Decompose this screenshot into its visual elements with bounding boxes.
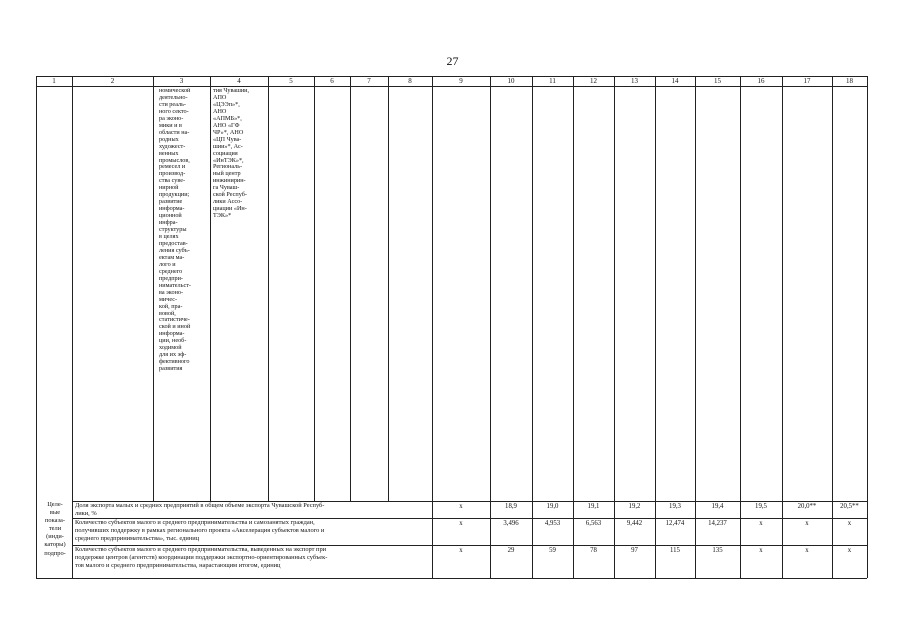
indicator-value: x — [847, 520, 852, 527]
text-line: подпро- — [44, 549, 66, 557]
indicator-value: x — [847, 547, 852, 554]
header-cell: 10 — [507, 77, 515, 85]
text-line: ской Респуб- — [213, 191, 247, 199]
header-cell: 15 — [714, 77, 721, 85]
text-line: Доля экспорта малых и средних предприятий в общем объеме экспорта Чувашской Респуб- — [75, 502, 325, 509]
text-line: лого и — [159, 260, 176, 268]
text-line: деятельно- — [159, 93, 188, 101]
indicator-value: 135 — [712, 547, 723, 554]
text-line: ЧР»*, АНО — [213, 128, 244, 136]
indicator-description — [75, 502, 427, 518]
grid-line — [867, 76, 868, 578]
text-line: родных — [159, 135, 179, 143]
text-line: ремесел и — [159, 163, 186, 171]
text-line: промыслов, — [159, 156, 190, 164]
text-line: тов малого и среднего предпринимательства, нарастающим итогом, единиц — [75, 562, 281, 569]
indicator-value: 19,3 — [669, 503, 681, 510]
header-cell: 9 — [459, 77, 463, 85]
text-line: «АПМБ»*, — [213, 114, 242, 122]
header-cell: 6 — [330, 77, 334, 85]
text-line: каторы) — [44, 541, 66, 549]
text-line: в целях — [159, 233, 179, 241]
header-cell: 2 — [110, 77, 115, 85]
text-line: га Чуваш- — [213, 184, 240, 192]
text-line: предпри- — [159, 274, 183, 282]
text-line: показа- — [45, 517, 65, 525]
text-line: вовой, — [159, 309, 176, 317]
text-line: фективного — [159, 358, 190, 366]
column-4-text — [213, 88, 265, 220]
text-line: продукции; — [159, 191, 190, 199]
indicator-value: 4,953 — [544, 520, 561, 527]
text-line: АНО — [213, 107, 227, 115]
header-cell: 3 — [179, 77, 184, 85]
header-cell: 11 — [549, 77, 556, 85]
indicator-value: 14,237 — [708, 520, 727, 527]
text-line: для их эф- — [159, 351, 187, 359]
indicator-value: 59 — [549, 547, 556, 554]
indicator-value: 97 — [631, 547, 638, 554]
text-line: художест- — [159, 142, 186, 150]
text-line: ектам ма- — [159, 253, 185, 261]
text-line: АПО — [213, 93, 227, 101]
grid-line — [36, 76, 37, 578]
grid-line — [350, 76, 351, 501]
text-line: ТЭК»* — [213, 212, 232, 220]
text-line: среднего предпринимательства», тыс. единиц — [75, 535, 200, 542]
indicator-value: 12,474 — [665, 520, 685, 527]
text-line: ства суве- — [159, 177, 186, 185]
text-line: статистиче- — [159, 316, 190, 324]
indicator-value: 20,0** — [797, 503, 817, 510]
text-line: ва эконо- — [159, 288, 184, 296]
indicator-value: 9,442 — [626, 520, 643, 527]
grid-line — [36, 86, 867, 87]
grid-line — [36, 578, 867, 579]
header-cell: 5 — [289, 77, 293, 85]
header-cell: 18 — [846, 77, 853, 85]
page-number: 27 — [446, 54, 459, 68]
text-line: нирной — [159, 184, 179, 192]
text-line: венных — [159, 149, 179, 157]
header-cell: 7 — [367, 77, 371, 85]
text-line: лики, % — [75, 510, 97, 517]
grid-line — [268, 76, 269, 501]
text-line: предостав- — [159, 239, 188, 247]
text-line: инфра- — [159, 219, 178, 227]
indicator-value: 19,2 — [628, 503, 641, 510]
text-line: ходимой — [159, 344, 182, 352]
header-cell: 8 — [408, 77, 412, 85]
text-line: информа- — [159, 205, 185, 213]
text-line: Региональ- — [213, 163, 243, 171]
text-line: мичес- — [159, 295, 178, 303]
indicator-value: 19,1 — [587, 503, 600, 510]
indicator-value: x — [805, 520, 809, 527]
indicator-value: x — [459, 503, 463, 510]
indicator-value: 78 — [590, 547, 597, 554]
text-line: кой, пра- — [159, 302, 183, 310]
text-line: лики Ассо- — [213, 198, 243, 206]
grid-line — [314, 76, 315, 501]
text-line: циации «Ин- — [213, 205, 247, 213]
text-line: АНО «ГФ — [213, 121, 240, 129]
text-line: вые — [49, 509, 61, 517]
section-label — [38, 501, 72, 558]
text-line: номической — [159, 88, 191, 94]
text-line: (инди- — [46, 533, 64, 541]
text-line: производ- — [159, 170, 186, 178]
text-line: получивших поддержку в рамках регионального проекта «Акселерация субъектов малого и — [75, 527, 325, 534]
indicator-value: 29 — [507, 547, 515, 554]
indicator-value: 19,5 — [755, 503, 767, 510]
text-line: тели — [48, 525, 62, 533]
indicator-value: 18,9 — [505, 503, 517, 510]
indicator-description — [75, 546, 427, 570]
header-cell: 1 — [52, 77, 56, 85]
header-cell: 16 — [757, 77, 765, 85]
indicator-value: x — [459, 520, 463, 527]
text-line: «ЦЭЭп»*, — [213, 100, 240, 108]
text-line: шии»*, Ас- — [213, 142, 243, 150]
header-cell: 4 — [237, 77, 241, 85]
header-cell: 17 — [803, 77, 811, 85]
text-line: развитие — [159, 198, 183, 206]
header-cell: 13 — [631, 77, 638, 85]
text-line: тия Чувашии, — [213, 88, 250, 94]
text-line: Целе- — [47, 501, 63, 508]
text-line: ционной — [159, 212, 182, 220]
text-line: нимательст- — [159, 281, 191, 289]
text-line: сти реаль- — [159, 100, 186, 108]
text-line: ской и иной — [159, 323, 191, 331]
header-cell: 14 — [671, 77, 679, 85]
text-line: ра эконо- — [159, 114, 184, 122]
text-line: области на- — [159, 128, 190, 136]
text-line: «ИнТЭК»*, — [213, 156, 244, 164]
text-line: среднего — [159, 267, 183, 275]
indicator-value: 19,0 — [546, 503, 559, 510]
indicator-value: 20,5** — [840, 503, 859, 510]
grid-line — [72, 76, 73, 578]
indicator-value: 3,496 — [503, 520, 519, 527]
indicator-value: 6,563 — [585, 520, 602, 527]
text-line: ного секто- — [159, 107, 189, 115]
text-line: ления субъ- — [159, 246, 190, 254]
indicator-value: x — [805, 547, 809, 554]
text-line: ции, необ- — [159, 337, 187, 345]
text-line: структуры — [159, 226, 187, 234]
text-line: инжинирин- — [213, 177, 246, 185]
indicator-value: 115 — [670, 547, 680, 554]
grid-line — [210, 76, 211, 501]
indicator-description — [75, 519, 427, 543]
indicator-value: x — [459, 547, 463, 554]
indicator-value: x — [759, 520, 763, 527]
text-line: информа- — [159, 330, 185, 338]
text-line: мики и в — [159, 121, 182, 129]
grid-line — [153, 76, 154, 501]
indicator-value: 19,4 — [711, 503, 724, 510]
grid-line — [388, 76, 389, 501]
text-line: социация — [213, 149, 238, 157]
header-cell: 12 — [590, 77, 597, 85]
text-line: поддержке центров (агентств) координации поддержки экспортно-ориентированных субъек- — [75, 554, 328, 561]
text-line: Количество субъектов малого и среднего предпринимательства, выведенных на экспорт при — [75, 546, 327, 553]
text-line: «ЦП Чува- — [213, 135, 242, 143]
indicator-value: x — [759, 547, 763, 554]
text-line: развития — [159, 365, 183, 373]
text-line: ный центр — [213, 170, 241, 178]
column-3-text — [159, 88, 208, 373]
text-line: Количество субъектов малого и среднего предпринимательства и самозанятых граждан, — [75, 519, 315, 526]
